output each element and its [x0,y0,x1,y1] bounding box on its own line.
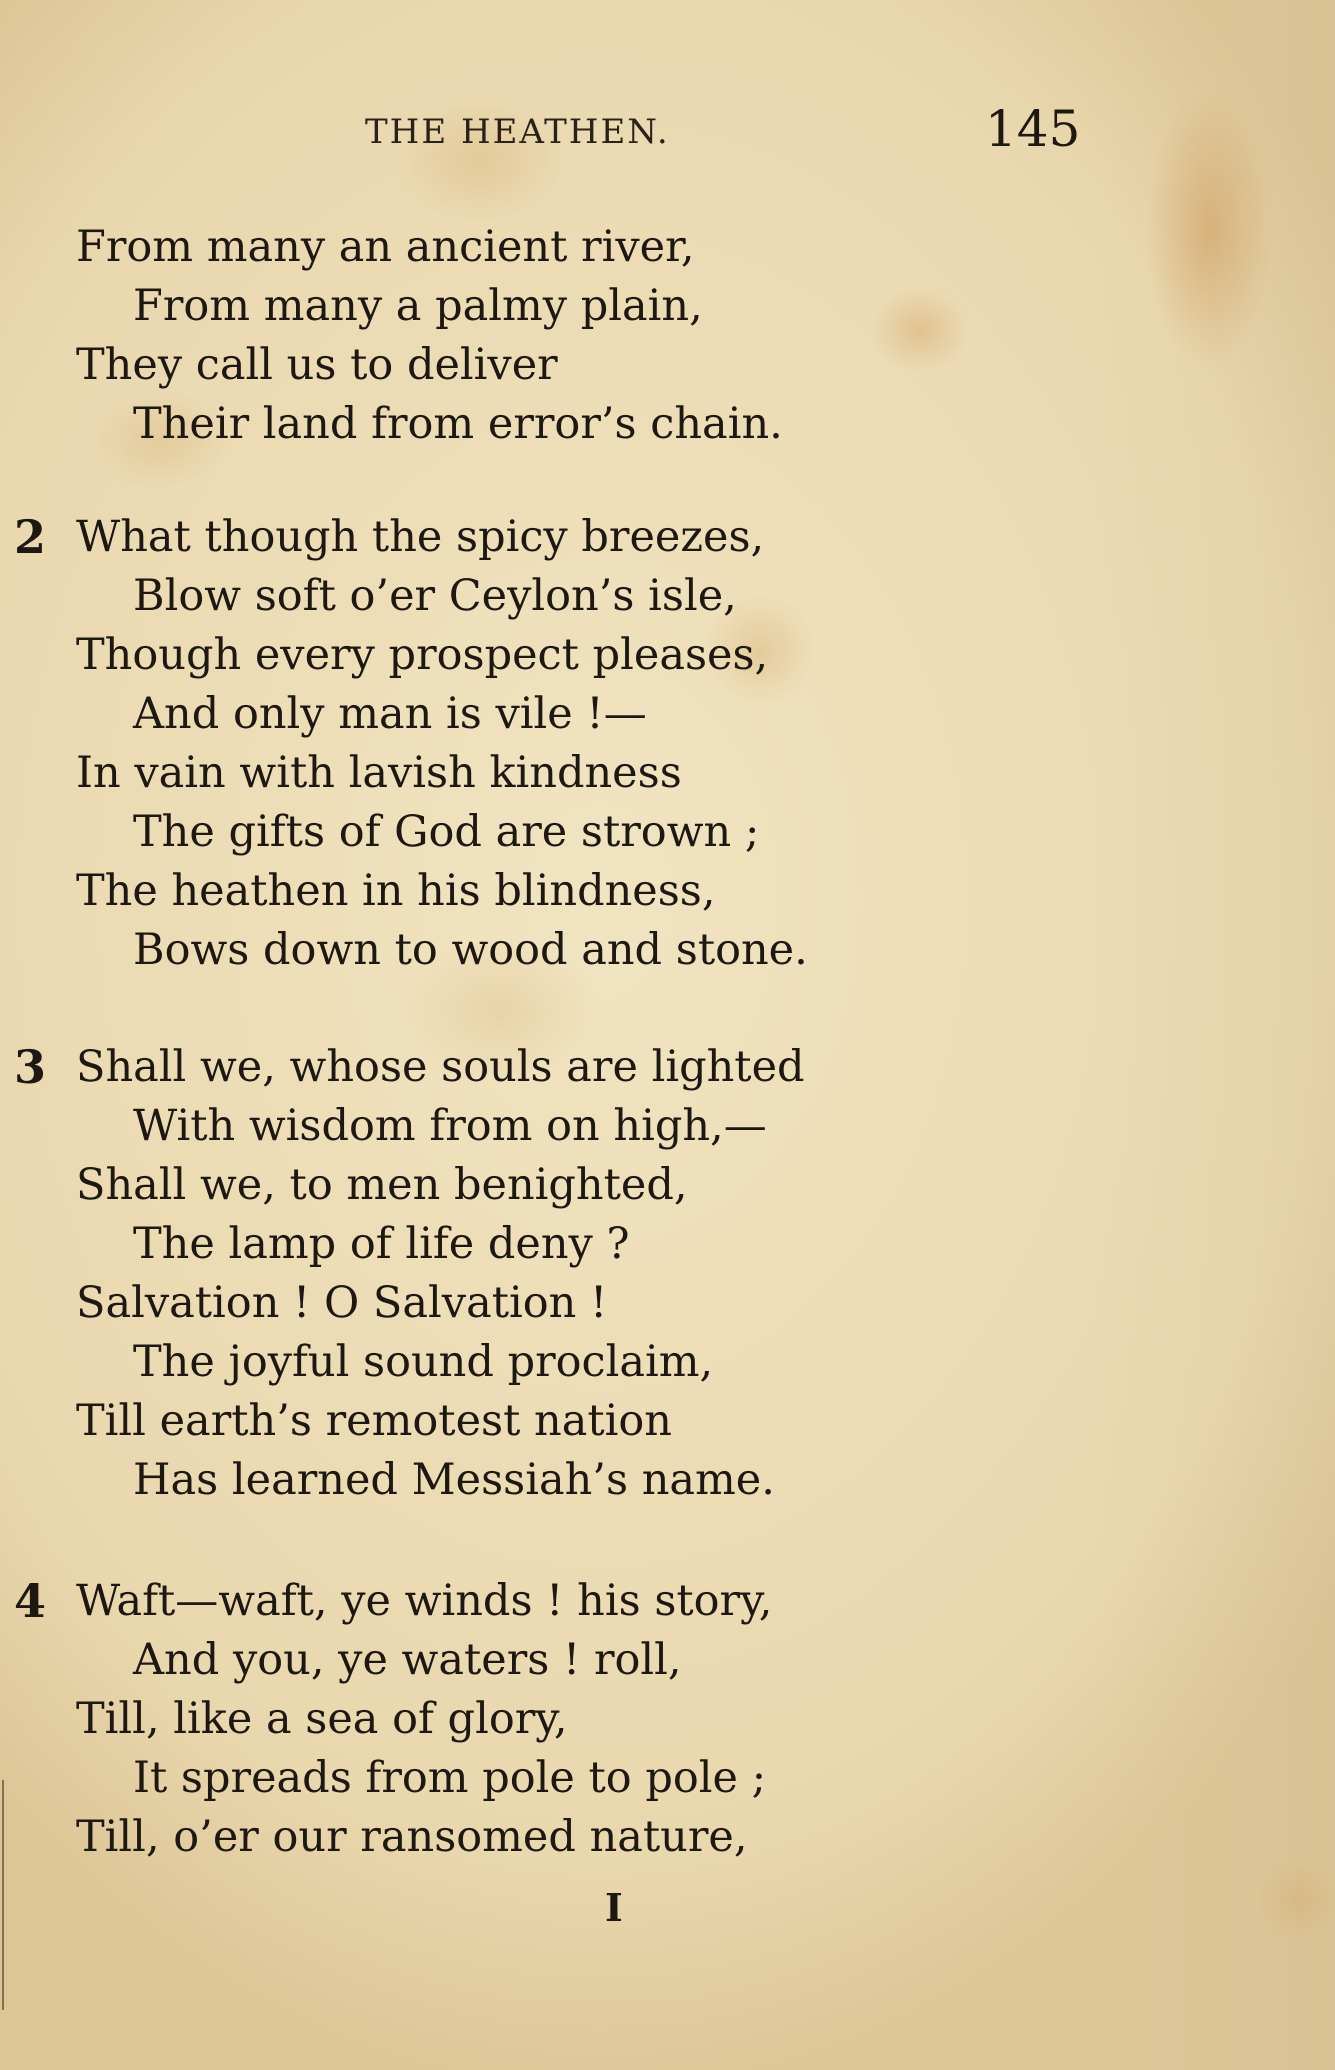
stanza-line: The lamp of life deny ? [133,1219,630,1269]
stanza-number: 2 [14,510,47,564]
stanza-line: Salvation ! O Salvation ! [76,1278,608,1328]
stanza-line: And you, ye waters ! roll, [133,1635,682,1685]
stanza-line: They call us to deliver [76,340,558,390]
page-number: 145 [985,100,1081,158]
show-through-shadow [1095,0,1335,2070]
stanza-line: Till, o’er our ransomed nature, [76,1812,748,1862]
stanza-line: Has learned Messiah’s name. [133,1455,775,1505]
stanza-number: 3 [14,1040,47,1094]
stanza-line: From many a palmy plain, [133,281,703,331]
stanza-line: Till, like a sea of glory, [76,1694,568,1744]
stanza-line: The joyful sound proclaim, [133,1337,714,1387]
stanza-line: Bows down to wood and stone. [133,925,808,975]
page-edge-line [2,1780,4,2010]
running-header-title: THE HEATHEN. [365,112,670,152]
stanza-line: And only man is vile !— [133,689,647,739]
stanza-line: Till earth’s remotest nation [76,1396,672,1446]
stanza-line: With wisdom from on high,— [133,1101,767,1151]
stanza-line: The gifts of God are strown ; [133,807,760,857]
stanza-line: It spreads from pole to pole ; [133,1753,767,1803]
stanza-line: In vain with lavish kindness [76,748,682,798]
stanza-line: Their land from error’s chain. [133,399,783,449]
stanza-line: Blow soft o’er Ceylon’s isle, [133,571,737,621]
stanza-line: Though every prospect pleases, [76,630,769,680]
stanza-line: The heathen in his blindness, [76,866,716,916]
stanza-line: Shall we, whose souls are lighted [76,1042,805,1092]
stanza-line: From many an ancient river, [76,222,695,272]
stanza-number: 4 [14,1574,47,1628]
signature-mark: I [605,1885,623,1930]
stanza-line: Waft—waft, ye winds ! his story, [76,1576,773,1626]
stanza-line: Shall we, to men benighted, [76,1160,688,1210]
stanza-line: What though the spicy breezes, [76,512,765,562]
